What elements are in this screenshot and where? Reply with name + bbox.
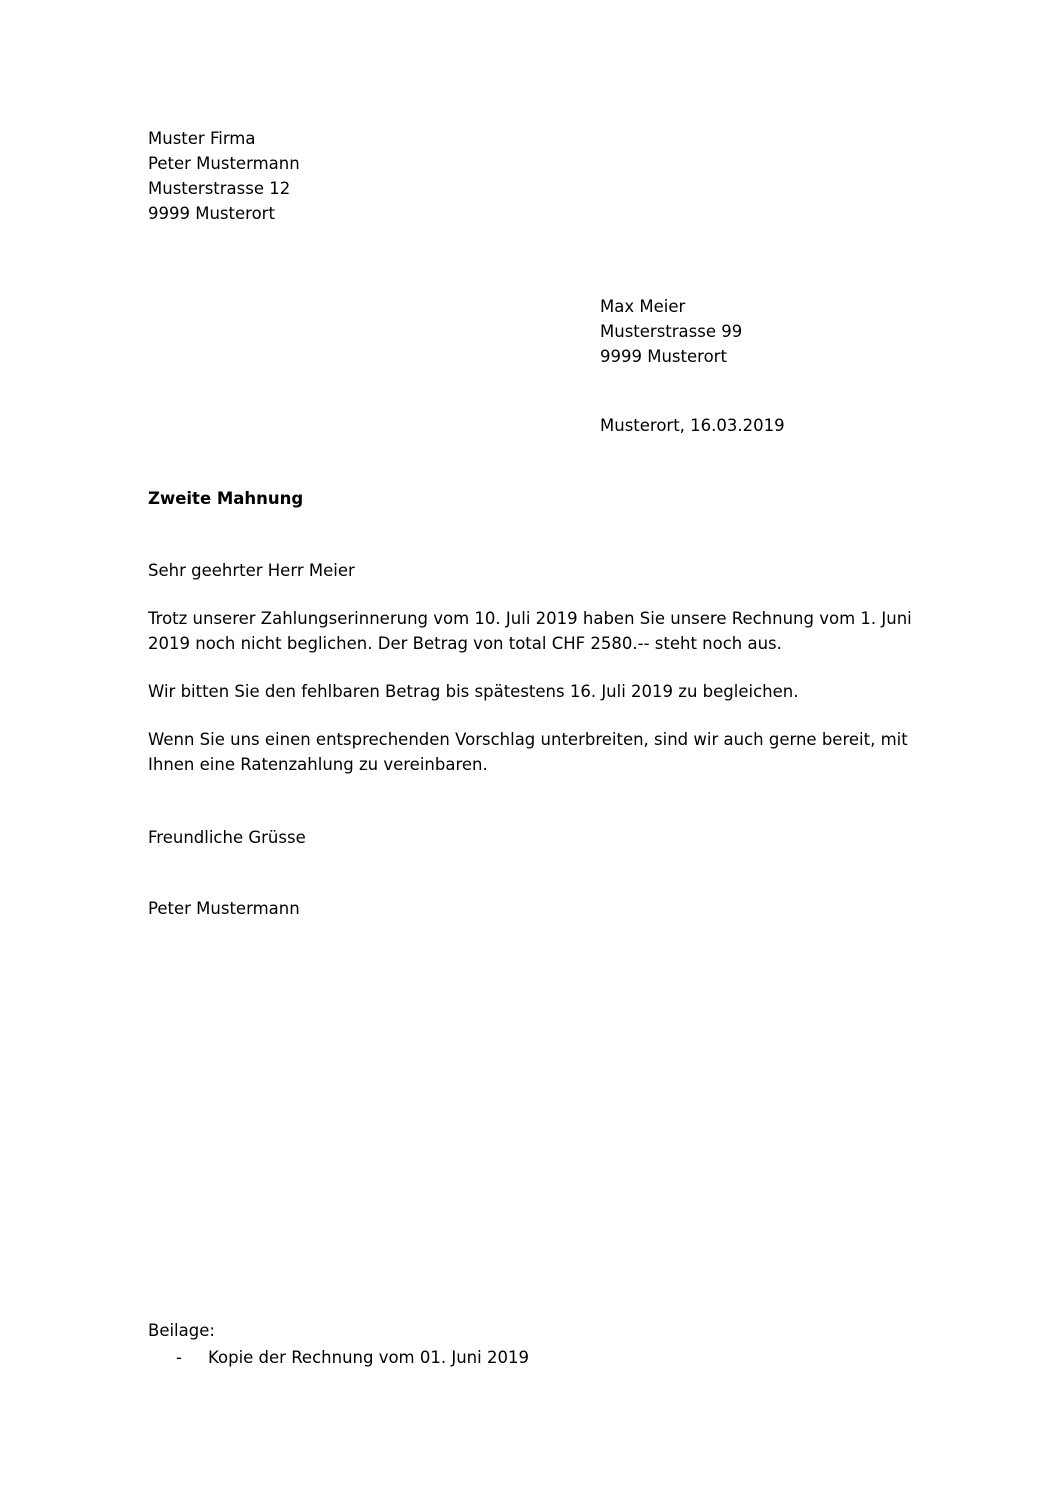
- letter-subject: Zweite Mahnung: [148, 489, 304, 508]
- sender-line-street: Musterstrasse 12: [148, 179, 291, 198]
- sender-line-name: Peter Mustermann: [148, 154, 300, 173]
- attachment-text: Kopie der Rechnung vom 01. Juni 2019: [208, 1348, 529, 1367]
- recipient-line-name: Max Meier: [600, 297, 686, 316]
- attachments-list: [148, 1345, 938, 1370]
- letter-paragraph-3: Wenn Sie uns einen entsprechenden Vorschlag unterbreiten, sind wir auch gerne bereit, mit Ihnen eine Ratenzahlung zu vereinbaren.: [148, 730, 908, 774]
- letter-paragraph-1: Trotz unserer Zahlungserinnerung vom 10. Juli 2019 haben Sie unsere Rechnung vom 1. Juni 2019 noch nicht beglichen. Der Betrag von total CHF 2580.-- steht noch aus.: [148, 609, 912, 653]
- bullet-dash: -: [176, 1348, 182, 1367]
- place-and-date: Musterort, 16.03.2019: [600, 416, 785, 435]
- letter-closing: Freundliche Grüsse: [148, 828, 306, 847]
- sender-line-city: 9999 Musterort: [148, 204, 275, 223]
- letter-salutation: Sehr geehrter Herr Meier: [148, 561, 355, 580]
- letter-body: [148, 0, 938, 921]
- sender-line-company: Muster Firma: [148, 129, 256, 148]
- attachments-label: Beilage:: [148, 1321, 215, 1340]
- letter-paragraph-2: Wir bitten Sie den fehlbaren Betrag bis spätestens 16. Juli 2019 zu begleichen.: [148, 682, 799, 701]
- attachments-section: [148, 1318, 938, 1370]
- sender-address-block: [148, 126, 938, 226]
- recipient-line-street: Musterstrasse 99: [600, 322, 743, 341]
- list-item: [148, 1345, 938, 1370]
- recipient-address-block: [600, 294, 938, 369]
- letter-signature: Peter Mustermann: [148, 899, 300, 918]
- recipient-line-city: 9999 Musterort: [600, 347, 727, 366]
